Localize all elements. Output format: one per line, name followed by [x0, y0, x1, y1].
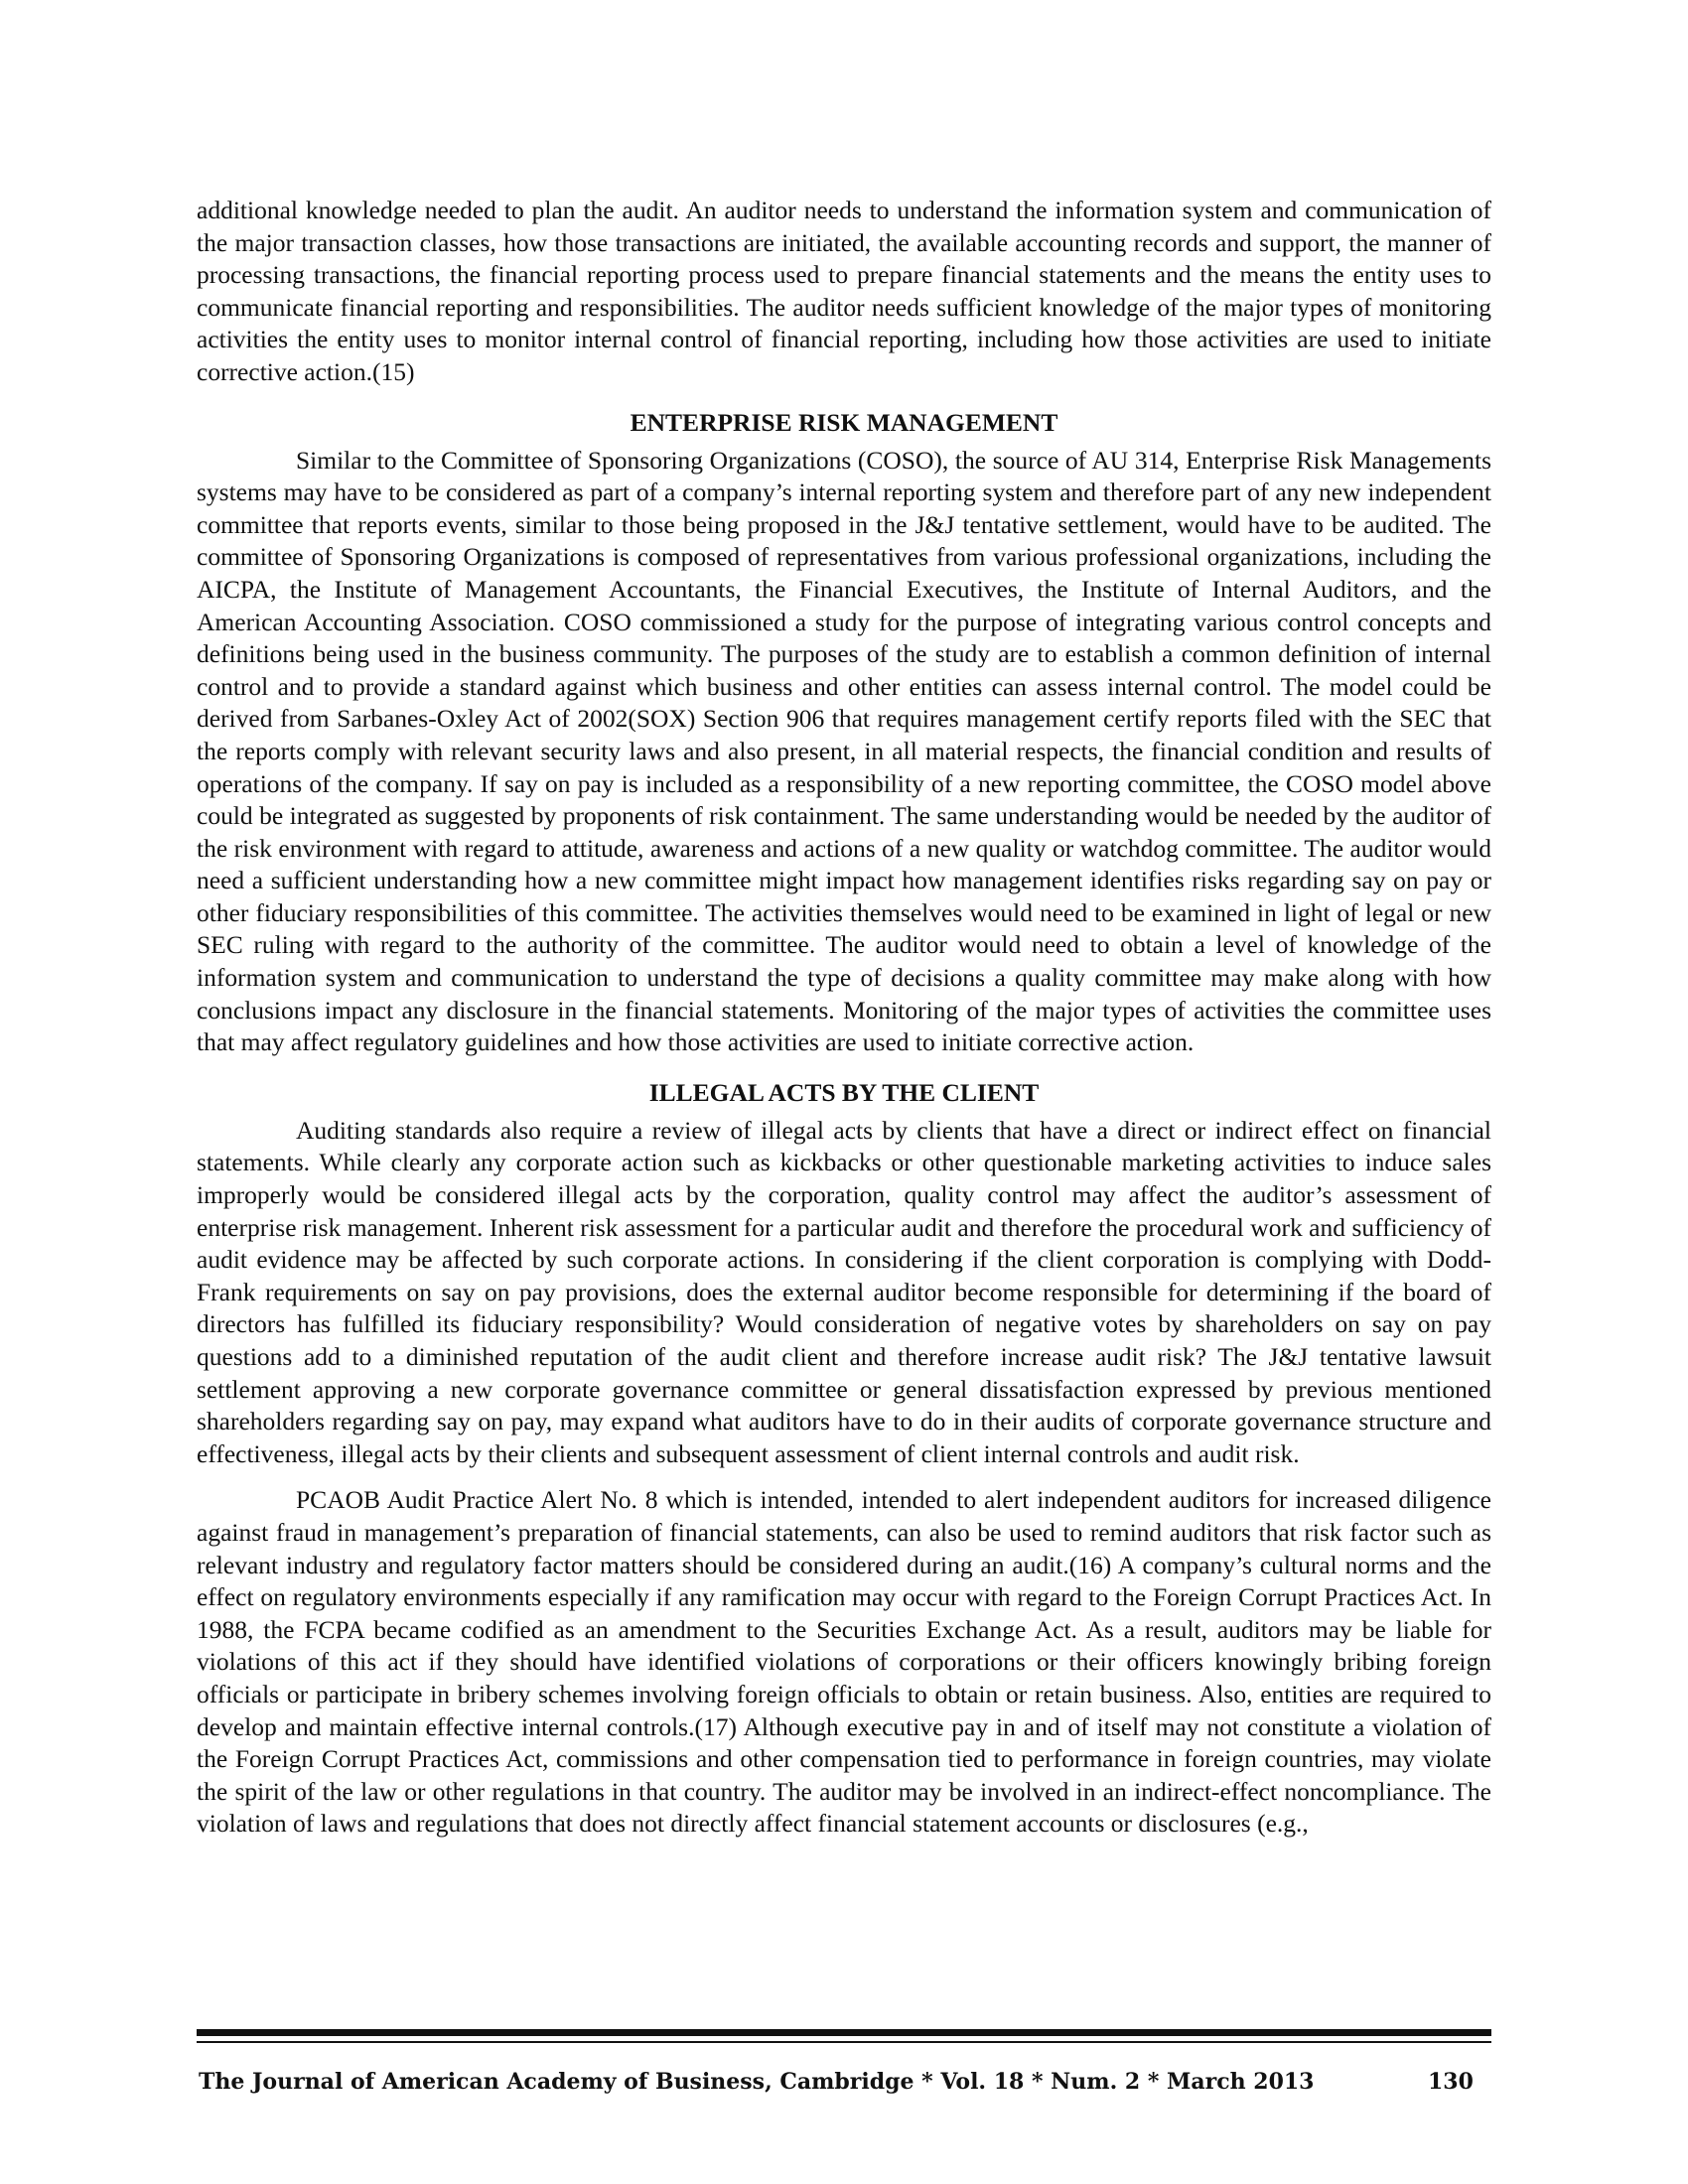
paragraph-continued: additional knowledge needed to plan the audit. An auditor needs to understand the information system and communication of the major transaction classes, how those transactions are initiated, the available accounting records and support, the manner of processing transactions, the financial reporting process used to prepare financial statements and the means the entity uses to communicate financial reporting and responsibilities. The auditor needs sufficient knowledge of the major types of monitoring activities the entity uses to monitor internal control of financial reporting, including how those activities are used to initiate corrective action.(15)	[197, 196, 1491, 386]
page-number: 130	[1428, 2069, 1474, 2095]
footer-rule-thick	[197, 2029, 1491, 2036]
paragraph-enterprise-risk: Similar to the Committee of Sponsoring Organizations (COSO), the source of AU 314, Enterprise Risk Managements systems may have to be considered as part of a company’s internal reporting system and therefore part of any new independent committee that reports events, similar to those being proposed in the J&J tentative settlement, would have to be audited. The committee of Sponsoring Organizations is composed of representatives from various professional organizations, including the AICPA, the Institute of Management Accountants, the Financial Executives, the Institute of Internal Auditors, and the American Accounting Association. COSO commissioned a study for the purpose of integrating various control concepts and definitions being used in the business community. The purposes of the study are to establish a common definition of internal control and to provide a standard against which business and other entities can assess internal control. The model could be derived from Sarbanes-Oxley Act of 2002(SOX) Section 906 that requires management certify reports filed with the SEC that the reports comply with relevant security laws and also present, in all material respects, the financial condition and results of operations of the company. If say on pay is included as a responsibility of a new reporting committee, the COSO model above could be integrated as suggested by proponents of risk containment. The same understanding would be needed by the auditor of the risk environment with regard to attitude, awareness and actions of a new quality or watchdog committee. The auditor would need a sufficient understanding how a new committee might impact how management identifies risks regarding say on pay or other fiduciary responsibilities of this committee. The activities themselves would need to be examined in light of legal or new SEC ruling with regard to the authority of the committee. The auditor would need to obtain a level of knowledge of the information system and communication to understand the type of decisions a quality committee may make along with how conclusions impact any disclosure in the financial statements. Monitoring of the major types of activities the committee uses that may affect regulatory guidelines and how those activities are used to initiate corrective action.	[197, 445, 1491, 1057]
section-heading-illegal-acts: ILLEGAL ACTS BY THE CLIENT	[648, 1077, 1040, 1107]
footer-journal-citation: The Journal of American Academy of Business, Cambridge * Vol. 18 * Num. 2 * March 2013	[199, 2069, 1315, 2095]
section-heading-enterprise-risk: ENTERPRISE RISK MANAGEMENT	[630, 407, 1058, 437]
paragraph-pcaob-alert: PCAOB Audit Practice Alert No. 8 which is intended, intended to alert independent auditors for increased diligence against fraud in management’s preparation of financial statements, can also be used to remind auditors that risk factor such as relevant industry and regulatory factor matters should be considered during an audit.(16) A company’s cultural norms and the effect on regulatory environments especially if any ramification may occur with regard to the Foreign Corrupt Practices Act. In 1988, the FCPA became codified as an amendment to the Securities Exchange Act. As a result, auditors may be liable for violations of this act if they should have identified violations of corporations or their officers knowingly bribing foreign officials or participate in bribery schemes involving foreign officials to obtain or retain business. Also, entities are required to develop and maintain effective internal controls.(17) Although executive pay in and of itself may not constitute a violation of the Foreign Corrupt Practices Act, commissions and other compensation tied to performance in foreign countries, may violate the spirit of the law or other regulations in that country. The auditor may be involved in an indirect-effect noncompliance. The violation of laws and regulations that does not directly affect financial statement accounts or disclosures (e.g.,	[197, 1485, 1491, 1839]
footer-rule-thin	[197, 2041, 1491, 2043]
document-body	[197, 195, 1491, 1841]
page-footer	[197, 2065, 1491, 2101]
paragraph-illegal-acts: Auditing standards also require a review of illegal acts by clients that have a direct or indirect effect on financial statements. While clearly any corporate action such as kickbacks or other questionable marketing activities to induce sales improperly would be considered illegal acts by the corporation, quality control may affect the auditor’s assessment of enterprise risk management. Inherent risk assessment for a particular audit and therefore the procedural work and sufficiency of audit evidence may be affected by such corporate actions. In considering if the client corporation is complying with Dodd-Frank requirements on say on pay provisions, does the external auditor become responsible for determining if the board of directors has fulfilled its fiduciary responsibility? Would consideration of negative votes by shareholders on say on pay questions add to a diminished reputation of the audit client and therefore increase audit risk? The J&J tentative lawsuit settlement approving a new corporate governance committee or general dissatisfaction expressed by previous mentioned shareholders regarding say on pay, may expand what auditors have to do in their audits of corporate governance structure and effectiveness, illegal acts by their clients and subsequent assessment of client internal controls and audit risk.	[197, 1115, 1491, 1468]
